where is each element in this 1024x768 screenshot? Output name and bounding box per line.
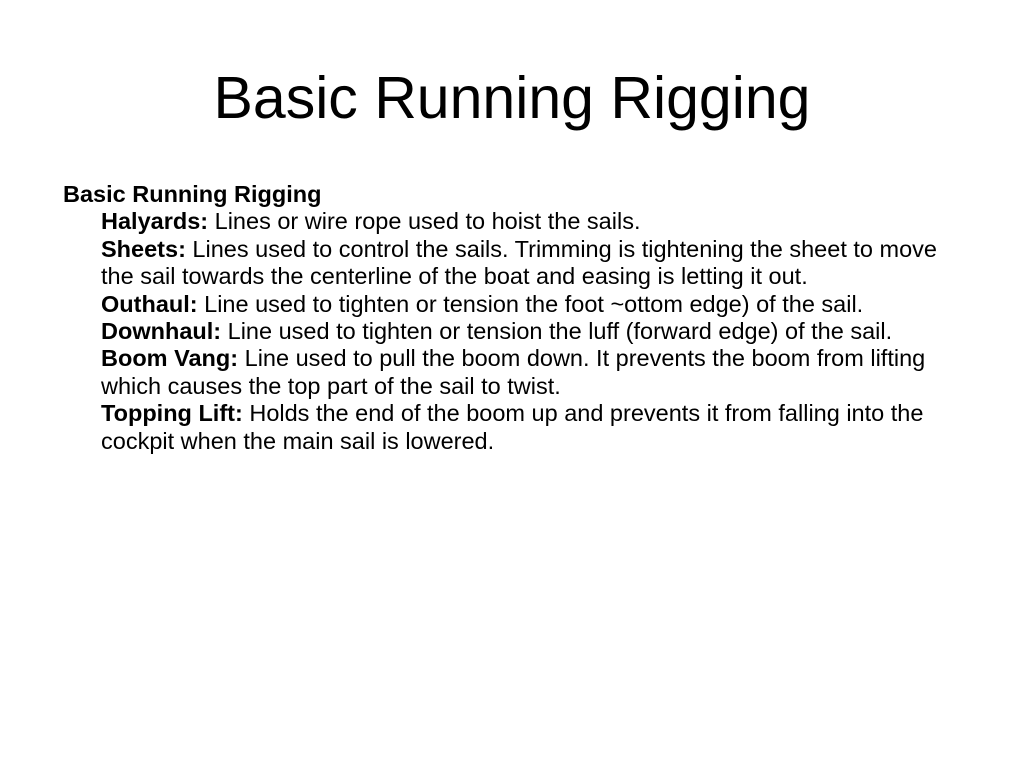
slide-body <box>63 181 973 455</box>
list-item-halyards <box>101 208 973 235</box>
term-definition: Holds the end of the boom up and prevents it from falling into the cockpit when the main sail is lowered. <box>101 400 924 454</box>
term-label: Halyards: <box>101 208 209 235</box>
list-item-downhaul <box>101 318 973 345</box>
term-label: Sheets: <box>101 235 186 262</box>
section-heading: Basic Running Rigging <box>63 181 322 207</box>
term-definition: Line used to tighten or tension the luff (forward edge) of the sail. <box>227 318 893 345</box>
list-item-outhaul <box>101 291 973 318</box>
slide-title: Basic Running Rigging <box>213 65 811 131</box>
term-definition: Lines or wire rope used to hoist the sails. <box>214 208 641 235</box>
term-label: Downhaul: <box>101 318 222 345</box>
term-label: Outhaul: <box>101 290 198 317</box>
term-label: Topping Lift: <box>101 400 243 427</box>
term-label: Boom Vang: <box>101 345 239 372</box>
rigging-term-list <box>63 208 973 455</box>
term-definition: Line used to tighten or tension the foot ~ottom edge) of the sail. <box>204 290 864 317</box>
list-item-boom-vang <box>101 345 973 400</box>
list-item-sheets <box>101 236 973 291</box>
term-definition: Lines used to control the sails. Trimming is tightening the sheet to move the sail towards the centerline of the boat and easing is letting it out. <box>101 235 937 290</box>
list-item-topping-lift <box>101 400 973 455</box>
term-definition: Line used to pull the boom down. It prevents the boom from lifting which causes the top part of the sail to twist. <box>101 345 926 399</box>
